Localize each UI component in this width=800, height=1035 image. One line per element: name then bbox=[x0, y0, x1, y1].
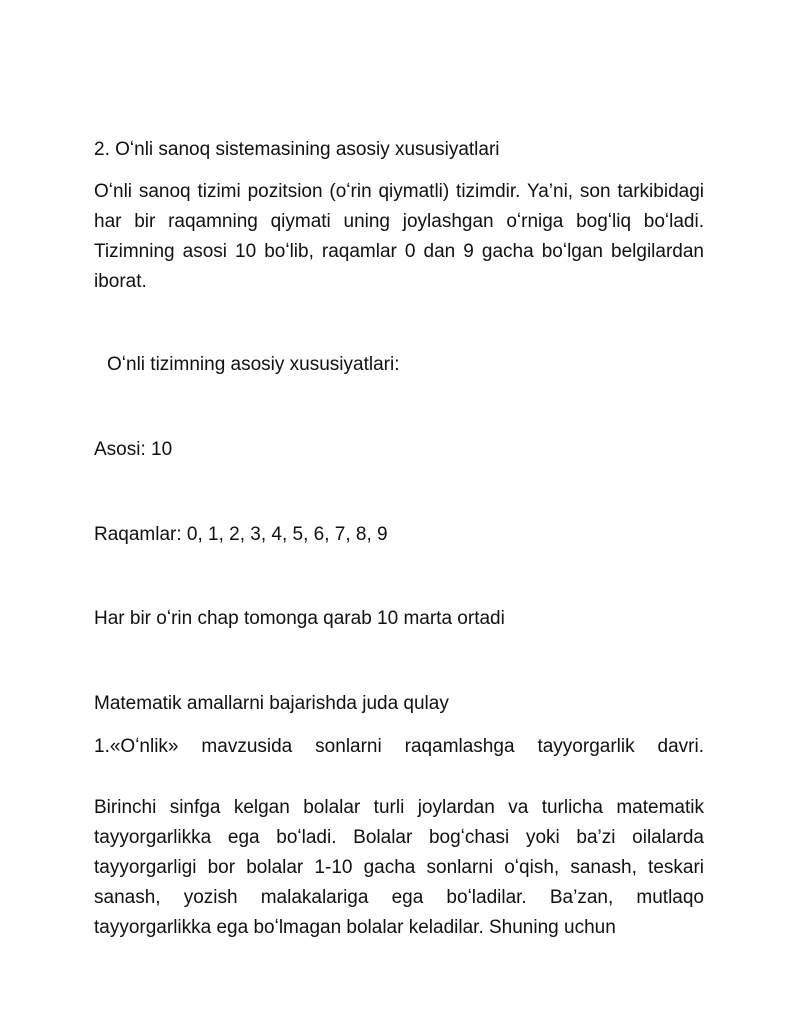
body-paragraph: Birinchi sinfga kelgan bolalar turli joylardan va turlicha matematik tayyorgarlikka ega boʻladi. Bolalar bogʻchasi yoki ba’zi oilalarda tayyorgarligi bor bolalar 1-10 gacha sonlarni oʻqish, sanash, teskari sanash, yozish malakalariga ega boʻladilar. Ba’zan, mutlaqo tayyorgarlikka ega boʻlmagan bolalar keladilar. Shuning uchun bbox=[94, 797, 704, 938]
intro-paragraph: Oʻnli sanoq tizimi pozitsion (oʻrin qiymatli) tizimdir. Ya’ni, son tarkibidagi har bir raqamning qiymati uning joylashgan oʻrniga bogʻliq boʻladi. Tizimning asosi 10 boʻlib, raqamlar 0 dan 9 gacha boʻlgan belgilardan iborat. bbox=[94, 181, 704, 292]
numbered-heading: 1.«Oʻnlik» mavzusida sonlarni raqamlashga tayyorgarlik davri. bbox=[94, 736, 704, 757]
property-place-value: Har bir oʻrin chap tomonga qarab 10 marta ortadi bbox=[94, 608, 505, 629]
property-digits: Raqamlar: 0, 1, 2, 3, 4, 5, 6, 7, 8, 9 bbox=[94, 524, 388, 545]
section-heading: 2. Oʻnli sanoq sistemasining asosiy xususiyatlari bbox=[94, 139, 500, 160]
property-convenient: Matematik amallarni bajarishda juda qulay bbox=[94, 693, 449, 714]
properties-heading: Oʻnli tizimning asosiy xususiyatlari: bbox=[107, 354, 400, 375]
property-base: Asosi: 10 bbox=[94, 439, 173, 460]
